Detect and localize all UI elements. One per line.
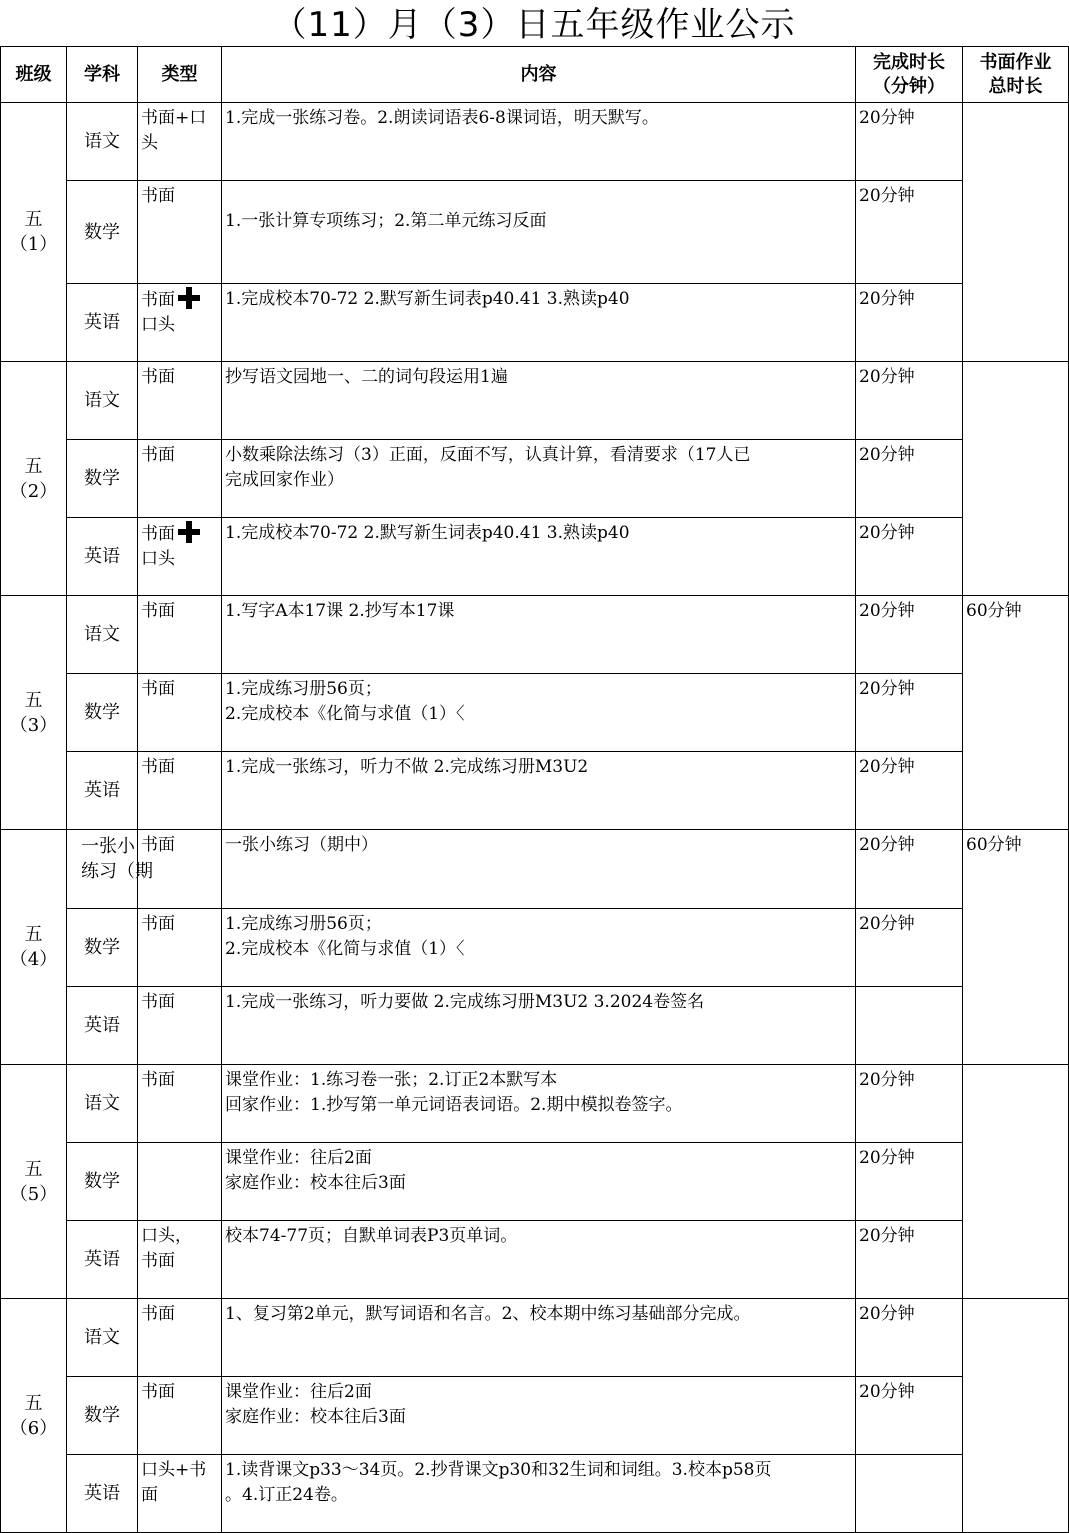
content-line: 一张小练习（期中） xyxy=(225,835,378,855)
table-row xyxy=(1,362,1069,440)
class-grade: 五 xyxy=(24,689,43,711)
type-text: 书面 xyxy=(141,757,175,777)
type-cell xyxy=(138,284,222,362)
time-cell: 20分钟 xyxy=(856,830,963,909)
table-row xyxy=(1,181,1069,284)
type-cell xyxy=(138,362,222,440)
subject-cell: 数学 xyxy=(67,1377,138,1455)
subject-cell xyxy=(67,830,153,909)
type-text: 口头 xyxy=(141,315,175,335)
plus-icon xyxy=(177,287,201,309)
total-cell xyxy=(963,103,1069,362)
type-line xyxy=(141,912,218,937)
header-subject: 学科 xyxy=(67,47,138,103)
header-content: 内容 xyxy=(222,47,856,103)
content-cell xyxy=(222,1377,856,1455)
content-line: 1.完成一张练习，听力要做 2.完成练习册M3U2 3.2024卷签名 xyxy=(225,992,705,1012)
type-text: 书面 xyxy=(141,679,175,699)
time-cell: 20分钟 xyxy=(856,1065,963,1143)
time-cell: 20分钟 xyxy=(856,103,963,181)
type-line xyxy=(141,755,218,780)
class-grade: 五 xyxy=(24,209,43,230)
table-row xyxy=(1,103,1069,181)
content-line: 1.完成练习册56页； xyxy=(225,679,382,699)
table-row xyxy=(1,596,1069,674)
content-line: 抄写语文园地一、二的词句段运用1遍 xyxy=(225,367,508,387)
header-row xyxy=(1,47,1069,103)
time-cell: 20分钟 xyxy=(856,596,963,674)
class-cell xyxy=(1,103,67,362)
class-cell xyxy=(1,1065,67,1299)
type-cell xyxy=(138,1143,222,1221)
subject-cell: 数学 xyxy=(67,674,138,752)
subject-cell: 语文 xyxy=(67,103,138,181)
header-type: 类型 xyxy=(138,47,222,103)
table-row xyxy=(1,284,1069,362)
table-row xyxy=(1,1221,1069,1299)
subject-cell: 英语 xyxy=(67,518,138,596)
type-line xyxy=(141,1380,218,1405)
content-line: 课堂作业：往后2面 xyxy=(225,1382,372,1402)
type-line xyxy=(141,1458,218,1483)
page-title: （11）月（3）日五年级作业公示 xyxy=(272,5,796,45)
class-grade: 五 xyxy=(24,455,43,477)
table-body xyxy=(1,103,1069,1533)
content-cell xyxy=(222,103,856,181)
content-cell xyxy=(222,596,856,674)
class-cell xyxy=(1,596,67,830)
time-cell: 20分钟 xyxy=(856,518,963,596)
type-cell xyxy=(138,674,222,752)
content-line: 1.完成校本70-72 2.默写新生词表p40.41 3.熟读p40 xyxy=(225,289,630,309)
type-text: 书面 xyxy=(141,1251,175,1271)
total-cell xyxy=(963,1065,1069,1299)
content-line: 1.完成校本70-72 2.默写新生词表p40.41 3.熟读p40 xyxy=(225,523,630,543)
type-text: 书面 xyxy=(141,290,175,310)
type-line xyxy=(141,990,218,1015)
type-text: 口头+书 xyxy=(141,1460,207,1480)
table-row xyxy=(1,752,1069,830)
table-row xyxy=(1,518,1069,596)
content-cell xyxy=(222,1455,856,1533)
content-line: 1.完成一张练习，听力不做 2.完成练习册M3U2 xyxy=(225,757,589,777)
content-cell xyxy=(222,1065,856,1143)
content-cell xyxy=(222,1221,856,1299)
table-row xyxy=(1,674,1069,752)
subject-cell: 语文 xyxy=(67,596,138,674)
content-line: 课堂作业：往后2面 xyxy=(225,1148,372,1168)
table-row xyxy=(1,440,1069,518)
type-text: 书面+口 xyxy=(141,108,207,128)
type-cell xyxy=(138,518,222,596)
content-line: 2.完成校本《化简与求值（1）〈 xyxy=(225,704,465,724)
subject-line: 一张小 xyxy=(81,836,135,857)
header-class: 班级 xyxy=(1,47,67,103)
time-cell: 20分钟 xyxy=(856,362,963,440)
type-line xyxy=(141,521,218,547)
subject-cell: 英语 xyxy=(67,1221,138,1299)
type-line xyxy=(141,106,218,131)
class-number: （3） xyxy=(9,714,58,736)
content-line: 1、复习第2单元，默写词语和名言。2、校本期中练习基础部分完成。 xyxy=(225,1304,751,1324)
content-cell xyxy=(222,440,856,518)
type-line xyxy=(141,833,218,858)
header-total-line2: 总时长 xyxy=(988,75,1043,97)
type-text: 头 xyxy=(141,133,158,153)
content-line: 。4.订正24卷。 xyxy=(225,1485,348,1505)
time-cell xyxy=(856,987,963,1065)
type-line xyxy=(141,1302,218,1327)
total-cell xyxy=(963,1299,1069,1533)
content-cell xyxy=(222,1143,856,1221)
content-line: 完成回家作业） xyxy=(225,470,344,490)
time-cell: 20分钟 xyxy=(856,1299,963,1377)
content-cell xyxy=(222,909,856,987)
content-cell xyxy=(222,362,856,440)
content-cell xyxy=(222,830,856,909)
type-line xyxy=(141,443,218,468)
header-time-line1: 完成时长 xyxy=(873,51,945,73)
type-line xyxy=(141,131,218,156)
content-cell xyxy=(222,752,856,830)
content-line: 校本74-77页；自默单词表P3页单词。 xyxy=(225,1226,518,1246)
content-cell xyxy=(222,518,856,596)
header-time-line2: （分钟） xyxy=(873,75,945,97)
type-line xyxy=(141,184,218,209)
class-grade: 五 xyxy=(24,1392,43,1414)
class-number: （2） xyxy=(9,480,58,502)
total-cell: 60分钟 xyxy=(963,830,1069,1065)
time-cell: 20分钟 xyxy=(856,181,963,284)
type-text: 书面 xyxy=(141,524,175,544)
plus-icon xyxy=(177,521,201,543)
type-line xyxy=(141,1483,218,1508)
subject-cell: 数学 xyxy=(67,909,138,987)
time-cell: 20分钟 xyxy=(856,284,963,362)
time-cell: 20分钟 xyxy=(856,674,963,752)
time-cell xyxy=(856,1455,963,1533)
table-row xyxy=(1,987,1069,1065)
class-cell xyxy=(1,362,67,596)
content-line: 1.一张计算专项练习；2.第二单元练习反面 xyxy=(225,211,547,231)
class-grade: 五 xyxy=(24,924,43,945)
type-text: 面 xyxy=(141,1485,158,1505)
type-line xyxy=(141,1068,218,1093)
header-total-line1: 书面作业 xyxy=(979,51,1052,73)
type-cell xyxy=(138,440,222,518)
content-cell xyxy=(222,284,856,362)
type-line xyxy=(141,1249,218,1274)
class-number: （4） xyxy=(9,949,58,970)
type-cell xyxy=(138,1221,222,1299)
subject-cell: 数学 xyxy=(67,440,138,518)
header-time xyxy=(856,47,963,103)
type-text: 书面 xyxy=(141,445,175,465)
content-line: 1.完成练习册56页； xyxy=(225,914,382,934)
type-text: 书面 xyxy=(141,1382,175,1402)
type-line xyxy=(141,365,218,390)
type-text: 书面 xyxy=(141,835,175,855)
subject-cell: 英语 xyxy=(67,1455,138,1533)
time-cell: 20分钟 xyxy=(856,909,963,987)
type-cell xyxy=(138,909,222,987)
subject-cell: 语文 xyxy=(67,1299,138,1377)
type-cell xyxy=(138,1377,222,1455)
type-cell xyxy=(138,181,222,284)
subject-cell: 英语 xyxy=(67,987,138,1065)
homework-table xyxy=(0,46,1069,1533)
content-cell xyxy=(222,181,856,284)
type-line xyxy=(141,547,218,572)
content-line: 小数乘除法练习（3）正面，反面不写，认真计算，看清要求（17人已 xyxy=(225,445,751,465)
content-line: 1.写字A本17课 2.抄写本17课 xyxy=(225,601,455,621)
time-cell: 20分钟 xyxy=(856,1143,963,1221)
type-text: 书面 xyxy=(141,1070,175,1090)
total-cell xyxy=(963,362,1069,596)
subject-cell: 英语 xyxy=(67,284,138,362)
table-row xyxy=(1,830,1069,909)
type-text: 书面 xyxy=(141,367,175,387)
subject-cell: 数学 xyxy=(67,181,138,284)
time-cell: 20分钟 xyxy=(856,752,963,830)
class-cell xyxy=(1,830,67,1065)
time-cell: 20分钟 xyxy=(856,1221,963,1299)
subject-cell: 英语 xyxy=(67,752,138,830)
content-line: 家庭作业：校本往后3面 xyxy=(225,1407,406,1427)
content-cell xyxy=(222,987,856,1065)
content-line: 1.完成一张练习卷。2.朗读词语表6-8课词语，明天默写。 xyxy=(225,108,659,128)
class-number: （5） xyxy=(9,1183,58,1205)
table-row xyxy=(1,1143,1069,1221)
class-cell xyxy=(1,1299,67,1533)
type-cell xyxy=(138,752,222,830)
type-cell xyxy=(138,103,222,181)
content-cell xyxy=(222,1299,856,1377)
type-text: 书面 xyxy=(141,992,175,1012)
type-cell xyxy=(138,1455,222,1533)
type-text: 口头 xyxy=(141,549,175,569)
type-text: 书面 xyxy=(141,914,175,934)
content-line: 回家作业：1.抄写第一单元词语表词语。2.期中模拟卷签字。 xyxy=(225,1095,683,1115)
type-cell xyxy=(138,987,222,1065)
type-line xyxy=(141,287,218,313)
time-cell: 20分钟 xyxy=(856,1377,963,1455)
type-line xyxy=(141,599,218,624)
type-text: 书面 xyxy=(141,1304,175,1324)
content-line: 家庭作业：校本往后3面 xyxy=(225,1173,406,1193)
class-number: （6） xyxy=(9,1417,58,1439)
type-line xyxy=(141,677,218,702)
type-line xyxy=(141,1224,218,1249)
type-text: 书面 xyxy=(141,601,175,621)
type-cell xyxy=(138,596,222,674)
type-cell xyxy=(138,1299,222,1377)
type-text: 书面 xyxy=(141,186,175,206)
class-grade: 五 xyxy=(24,1158,43,1180)
type-cell xyxy=(138,1065,222,1143)
subject-cell: 语文 xyxy=(67,1065,138,1143)
type-text: 口头， xyxy=(141,1226,192,1246)
table-row xyxy=(1,909,1069,987)
content-line: 1.读背课文p33～34页。2.抄背课文p30和32生词和词组。3.校本p58页 xyxy=(225,1460,772,1480)
subject-cell: 数学 xyxy=(67,1143,138,1221)
table-row xyxy=(1,1455,1069,1533)
content-cell xyxy=(222,674,856,752)
table-row xyxy=(1,1377,1069,1455)
time-cell: 20分钟 xyxy=(856,440,963,518)
total-cell: 60分钟 xyxy=(963,596,1069,830)
table-row xyxy=(1,1065,1069,1143)
subject-line: 练习（期 xyxy=(81,861,153,882)
class-number: （1） xyxy=(9,234,58,255)
table-row xyxy=(1,1299,1069,1377)
content-line: 课堂作业：1.练习卷一张；2.订正2本默写本 xyxy=(225,1070,558,1090)
subject-cell: 语文 xyxy=(67,362,138,440)
content-line: 2.完成校本《化简与求值（1）〈 xyxy=(225,939,465,959)
header-total xyxy=(963,47,1069,103)
type-line xyxy=(141,313,218,338)
